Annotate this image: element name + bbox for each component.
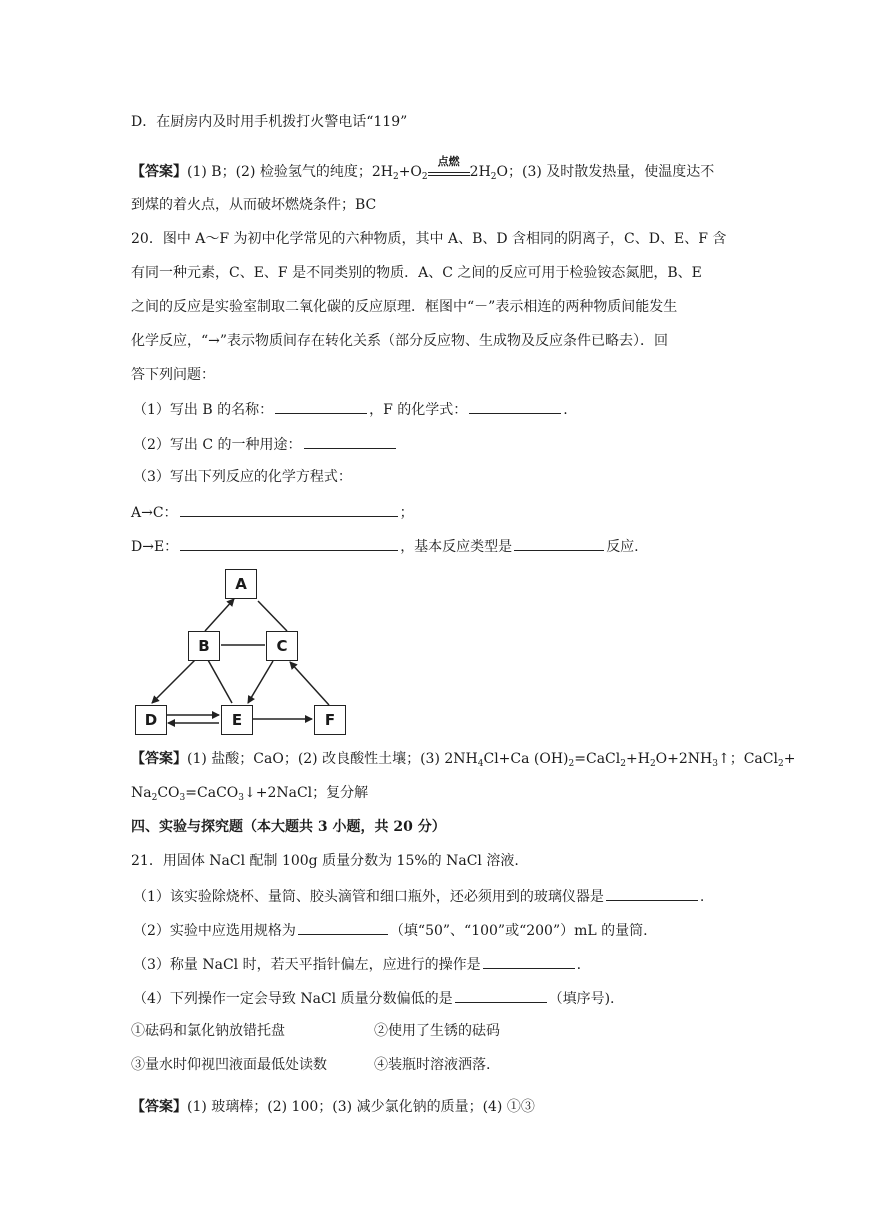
answer-blank[interactable] — [469, 398, 561, 414]
prompt-text: （2）写出 C 的一种用途： — [133, 437, 302, 453]
line-c-a — [258, 601, 287, 631]
prompt-text: （2）实验中应选用规格为 — [133, 923, 296, 939]
node-a: A — [225, 569, 257, 599]
subscript: 3 — [238, 793, 244, 803]
answer-20-line2 — [131, 783, 368, 808]
q20-sub2 — [133, 433, 398, 455]
node-c: C — [266, 631, 298, 661]
q20-line2: 有同一种元素，C、E、F 是不同类别的物质．A、C 之间的反应可用于检验铵态氮肥，B、E — [131, 265, 702, 281]
subscript: 4 — [477, 759, 484, 769]
answer-text: O；(3) 及时散发热量，使温度达不 — [496, 164, 715, 180]
node-e: E — [221, 705, 253, 735]
answer-text: (1) 盐酸；CaO；(2) 改良酸性土壤；(3) 2NH — [187, 751, 478, 767]
reaction-diagram — [130, 565, 350, 740]
arrow-f-to-c — [290, 662, 329, 705]
answer-text: +H — [625, 751, 650, 767]
subscript: 2 — [649, 759, 656, 769]
answer-19-line1 — [131, 155, 715, 187]
prompt-text: （1）该实验除烧杯、量筒、胶头滴管和细口瓶外，还必须用到的玻璃仪器是 — [133, 889, 604, 905]
q20-eq-ac — [131, 501, 414, 523]
arrow-b-to-a — [205, 599, 234, 631]
subscript: 2 — [151, 793, 158, 803]
prompt-text: . — [576, 957, 582, 973]
answer-text: ↑；CaCl — [717, 751, 778, 767]
subscript: 2 — [777, 759, 784, 769]
q21-option-4: ④装瓶时溶液洒落. — [374, 1057, 491, 1073]
prompt-text: . — [563, 402, 568, 418]
answer-19-line2: 到煤的着火点，从而破坏燃烧条件；BC — [131, 197, 377, 213]
q21-sub3 — [133, 953, 581, 975]
q20-line1: 20．图中 A～F 为初中化学常见的六种物质，其中 A、B、D 含相同的阴离子，C、D、E、F 含 — [131, 231, 727, 247]
q20-line3: 之间的反应是实验室制取二氧化碳的反应原理．框图中“－”表示相连的两种物质间能发生 — [131, 299, 678, 315]
q21-option-1: ①砝码和氯化钠放错托盘 — [131, 1023, 285, 1039]
section-4-heading: 四、实验与探究题（本大题共 3 小题，共 20 分） — [131, 819, 446, 835]
option-d: D．在厨房内及时用手机拨打火警电话“119” — [131, 114, 408, 130]
prompt-text: （填“50”、“100”或“200”）mL 的量筒. — [389, 923, 648, 939]
q21-sub2 — [133, 919, 648, 941]
prompt-text: （填序号). — [548, 991, 615, 1007]
prompt-text: A→C： — [131, 505, 178, 521]
answer-text: =CaCl — [574, 751, 621, 767]
q20-line5: 答下列问题： — [131, 367, 215, 383]
q21-stem: 21．用固体 NaCl 配制 100g 质量分数为 15%的 NaCl 溶液. — [131, 853, 519, 869]
equals-sign — [428, 172, 470, 176]
answer-blank[interactable] — [455, 987, 547, 1003]
q20-sub3: （3）写出下列反应的化学方程式： — [133, 469, 352, 485]
subscript: 3 — [712, 759, 718, 769]
reaction-condition — [428, 155, 470, 176]
answer-label: 【答案】 — [131, 1099, 187, 1115]
answer-text: +O — [398, 164, 422, 180]
prompt-text: D→E： — [131, 539, 179, 555]
subscript: 3 — [179, 793, 186, 803]
answer-21 — [131, 1097, 535, 1117]
line-b-e — [208, 660, 232, 703]
prompt-text: 反应. — [606, 539, 639, 555]
q21-option-2: ②使用了生锈的砝码 — [374, 1023, 500, 1039]
answer-blank[interactable] — [483, 953, 575, 969]
q21-sub1 — [133, 885, 704, 907]
answer-blank[interactable] — [298, 919, 388, 935]
answer-blank[interactable] — [606, 885, 698, 901]
answer-text: CO — [157, 785, 180, 801]
q20-line4: 化学反应，“→”表示物质间存在转化关系（部分反应物、生成物及反应条件已略去）．回 — [131, 333, 669, 349]
q20-eq-de — [131, 535, 639, 557]
answer-text: + — [783, 751, 796, 767]
subscript: 2 — [421, 172, 428, 182]
subscript: 2 — [392, 172, 399, 182]
answer-blank[interactable] — [180, 535, 398, 551]
node-f: F — [314, 705, 346, 735]
answer-blank[interactable] — [514, 535, 604, 551]
prompt-text: （3）称量 NaCl 时，若天平指针偏左，应进行的操作是 — [133, 957, 481, 973]
answer-text: Cl+Ca (OH) — [483, 751, 569, 767]
prompt-text: （1）写出 B 的名称： — [133, 402, 274, 418]
q20-sub1 — [133, 398, 568, 420]
answer-label: 【答案】 — [131, 164, 187, 180]
q21-sub4 — [133, 987, 615, 1009]
subscript: 2 — [620, 759, 626, 769]
q21-option-3: ③量水时仰视凹液面最低处读数 — [131, 1057, 327, 1073]
answer-blank[interactable] — [275, 398, 367, 414]
node-b: B — [188, 631, 220, 661]
answer-text: (1) 玻璃棒；(2) 100；(3) 减少氯化钠的质量；(4) ①③ — [187, 1099, 535, 1115]
prompt-text: ； — [399, 505, 414, 521]
answer-text: Na — [131, 785, 152, 801]
answer-text: (1) B；(2) 检验氢气的纯度；2H — [187, 164, 393, 180]
prompt-text: . — [699, 889, 705, 905]
answer-text: 2H — [469, 164, 491, 180]
answer-blank[interactable] — [304, 433, 396, 449]
prompt-text: ，F 的化学式： — [369, 402, 468, 418]
answer-text: ↓+2NaCl；复分解 — [244, 785, 369, 801]
answer-label: 【答案】 — [131, 751, 187, 767]
prompt-text: ，基本反应类型是 — [400, 539, 513, 555]
node-d: D — [135, 705, 167, 735]
prompt-text: （4）下列操作一定会导致 NaCl 质量分数偏低的是 — [133, 991, 453, 1007]
answer-text: =CaCO — [185, 785, 239, 801]
answer-blank[interactable] — [180, 501, 398, 517]
subscript: 2 — [490, 172, 497, 182]
condition-text: 点燃 — [437, 155, 460, 168]
arrow-b-to-d — [152, 660, 195, 703]
subscript: 2 — [568, 759, 575, 769]
answer-text: O+2NH — [655, 751, 713, 767]
arrow-c-to-e — [248, 661, 273, 703]
answer-20-line1 — [131, 749, 795, 774]
